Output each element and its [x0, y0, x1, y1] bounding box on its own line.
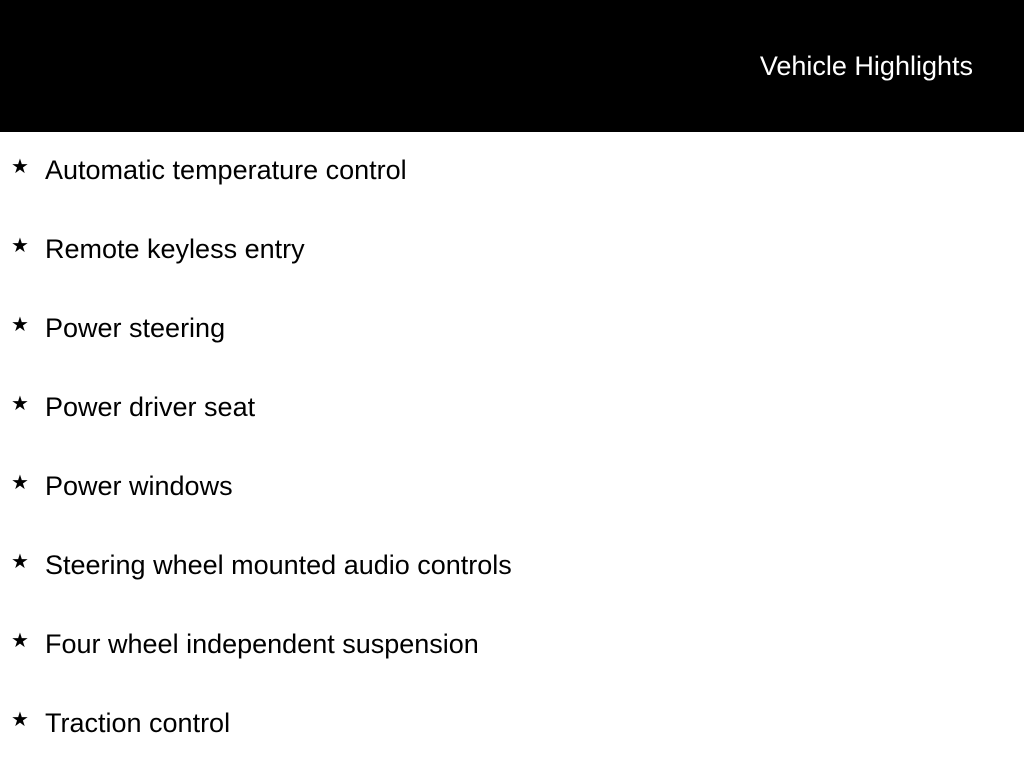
feature-list	[0, 152, 1024, 784]
star-icon: ★	[11, 156, 29, 178]
list-item	[0, 152, 1024, 231]
list-item	[0, 310, 1024, 389]
list-item	[0, 626, 1024, 705]
feature-label: Four wheel independent suspension	[45, 629, 479, 659]
feature-label: Steering wheel mounted audio controls	[45, 550, 512, 580]
feature-label: Traction control	[45, 708, 231, 738]
page-title: Vehicle Highlights	[759, 51, 973, 81]
feature-label: Automatic temperature control	[45, 155, 407, 185]
feature-label: Power steering	[45, 313, 226, 343]
feature-label: Power driver seat	[45, 392, 256, 422]
feature-label: Power windows	[45, 471, 233, 501]
list-item	[0, 468, 1024, 547]
feature-label: Remote keyless entry	[45, 234, 305, 264]
star-icon: ★	[11, 709, 29, 731]
star-icon: ★	[11, 235, 29, 257]
list-item	[0, 547, 1024, 626]
star-icon: ★	[11, 551, 29, 573]
header-banner	[0, 0, 1024, 132]
list-item	[0, 705, 1024, 784]
star-icon: ★	[11, 393, 29, 415]
star-icon: ★	[11, 472, 29, 494]
list-item	[0, 389, 1024, 468]
star-icon: ★	[11, 314, 29, 336]
star-icon: ★	[11, 630, 29, 652]
list-item	[0, 231, 1024, 310]
